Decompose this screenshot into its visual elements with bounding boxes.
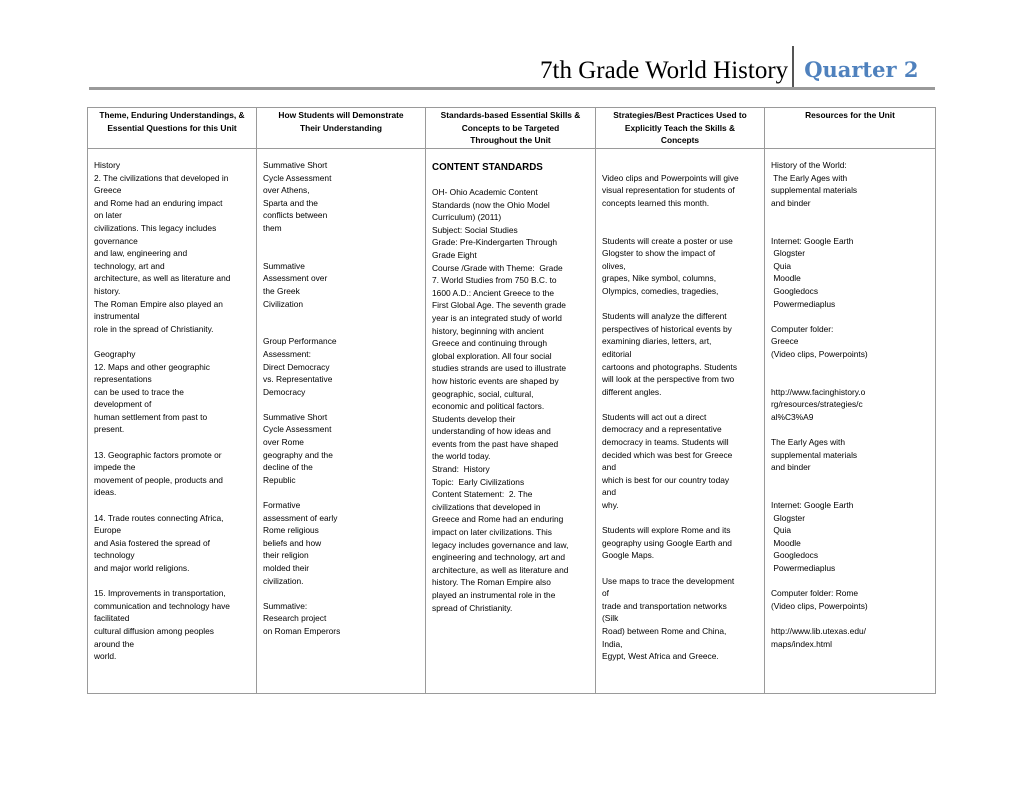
- text-line: Geography: [94, 348, 136, 359]
- text-line: [263, 398, 425, 411]
- text-line: over Rome: [263, 437, 304, 448]
- text-line: around the: [94, 638, 135, 649]
- text-line: Students will act out a direct: [602, 411, 707, 422]
- text-line: [94, 499, 256, 512]
- text-line: [771, 575, 935, 588]
- text-line: [94, 335, 256, 348]
- text-line: [263, 323, 425, 336]
- text-line: Democracy: [263, 386, 306, 397]
- text-line: Video clips and Powerpoints will give: [602, 172, 739, 183]
- text-line: their religion: [263, 550, 309, 561]
- text-line: Europe: [94, 525, 122, 536]
- text-line: present.: [94, 424, 125, 435]
- header-line: Concepts: [660, 135, 700, 146]
- text-line: Internet: Google Earth: [771, 235, 854, 246]
- text-line: technology, art and: [94, 260, 165, 271]
- text-line: geography using Google Earth and: [602, 537, 732, 548]
- text-line: [771, 373, 935, 386]
- quarter-label: Quarter 2: [804, 57, 919, 82]
- text-line: http://www.lib.utexas.edu/: [771, 625, 866, 636]
- header-cell-resources: [765, 108, 935, 148]
- text-line: History of the World:: [771, 160, 847, 170]
- content-standards-text: [432, 186, 595, 614]
- text-line: studies strands are used to illustrate: [432, 363, 567, 374]
- text-line: Subject: Social Studies: [432, 224, 518, 235]
- document-title: 7th Grade World History: [540, 57, 789, 84]
- text-line: Assessment:: [263, 348, 311, 359]
- text-line: history.: [94, 285, 121, 296]
- text-line: Greece and Rome had an enduring: [432, 514, 564, 525]
- text-line: Googledocs: [771, 550, 819, 561]
- text-line: spread of Christianity.: [432, 602, 513, 613]
- text-line: history. The Roman Empire also: [432, 577, 551, 588]
- text-line: Grade: Pre-Kindergarten Through: [432, 237, 558, 248]
- text-line: Students will create a poster or use: [602, 235, 733, 246]
- text-line: The Early Ages with: [771, 172, 848, 183]
- text-line: Civilization: [263, 298, 304, 309]
- text-line: [602, 298, 764, 311]
- text-line: Strand: History: [432, 464, 490, 475]
- text-line: Group Performance: [263, 336, 337, 347]
- header-line: Essential Questions for this Unit: [107, 122, 237, 133]
- body-cell-themes: [88, 149, 257, 693]
- text-line: world.: [94, 651, 117, 662]
- text-line: year is an integrated study of world: [432, 312, 562, 323]
- text-line: maps/index.html: [771, 638, 832, 649]
- text-line: [771, 612, 935, 625]
- text-line: global exploration. All four social: [432, 350, 552, 361]
- text-line: Direct Democracy: [263, 361, 330, 372]
- text-line: Powermediaplus: [771, 298, 836, 309]
- text-line: human settlement from past to: [94, 411, 208, 422]
- text-line: legacy includes governance and law,: [432, 539, 569, 550]
- text-line: the world today.: [432, 451, 491, 462]
- text-line: Glogster to show the impact of: [602, 248, 716, 259]
- text-line: [263, 486, 425, 499]
- text-line: Summative Short: [263, 160, 328, 170]
- text-line: Formative: [263, 500, 301, 511]
- text-line: instrumental: [94, 311, 140, 322]
- text-line: civilizations. This legacy includes: [94, 222, 217, 233]
- text-line: conflicts between: [263, 210, 328, 221]
- text-line: al%C3%A9: [771, 411, 814, 422]
- text-line: Content Statement: 2. The: [432, 489, 533, 500]
- text-line: [771, 209, 935, 222]
- text-line: [263, 235, 425, 248]
- text-line: Curriculum) (2011): [432, 212, 502, 223]
- text-line: played an instrumental role in the: [432, 590, 556, 600]
- text-line: and: [602, 487, 616, 498]
- text-line: civilizations that developed in: [432, 501, 541, 512]
- header-line: Concepts to be Targeted: [461, 122, 560, 133]
- text-line: [602, 159, 764, 172]
- text-line: Glogster: [771, 248, 805, 259]
- text-line: Topic: Early Civilizations: [432, 476, 525, 487]
- text-line: democracy in teams. Students will: [602, 437, 729, 448]
- header-cell-standards: [426, 108, 596, 148]
- text-line: architecture, as well as literature and: [94, 273, 231, 284]
- text-line: beliefs and how: [263, 537, 322, 548]
- text-line: cartoons and photographs. Students: [602, 361, 738, 372]
- text-line: civilization.: [263, 575, 304, 586]
- text-line: First Global Age. The seventh grade: [432, 300, 566, 311]
- text-line: [602, 222, 764, 235]
- text-line: why.: [602, 500, 619, 511]
- text-line: technology: [94, 550, 135, 561]
- text-line: and binder: [771, 462, 811, 473]
- unit-plan-table: [87, 107, 936, 694]
- text-line: and law, engineering and: [94, 248, 188, 259]
- text-line: decided which was best for Greece: [602, 449, 733, 460]
- text-line: supplemental materials: [771, 185, 858, 196]
- header-line: Theme, Enduring Understandings, &: [99, 110, 245, 120]
- text-line: [602, 398, 764, 411]
- text-line: 12. Maps and other geographic: [94, 361, 210, 372]
- text-line: Sparta and the: [263, 197, 318, 208]
- table-body-row: [88, 149, 935, 693]
- text-line: Powermediaplus: [771, 563, 836, 573]
- text-line: history, beginning with ancient: [432, 325, 544, 336]
- text-line: olives,: [602, 260, 626, 271]
- text-line: on Roman Emperors: [263, 625, 341, 636]
- text-line: communication and technology have: [94, 600, 230, 611]
- text-line: [771, 310, 935, 323]
- content-standards-heading: CONTENT STANDARDS: [432, 162, 543, 173]
- body-cell-strategies: [596, 149, 765, 693]
- text-line: [771, 222, 935, 235]
- text-line: (Silk: [602, 613, 619, 624]
- text-line: geographic, social, cultural,: [432, 388, 534, 399]
- text-line: can be used to trace the: [94, 386, 184, 397]
- body-cell-standards: [426, 149, 596, 693]
- text-line: grapes, Nike symbol, columns,: [602, 273, 717, 284]
- text-line: [263, 310, 425, 323]
- text-line: supplemental materials: [771, 449, 858, 460]
- text-line: Summative:: [263, 600, 308, 611]
- text-line: trade and transportation networks: [602, 600, 727, 611]
- text-line: Grade Eight: [432, 249, 477, 260]
- text-line: Glogster: [771, 512, 805, 523]
- text-line: Greece and continuing through: [432, 338, 548, 349]
- body-cell-demonstrate: [257, 149, 426, 693]
- text-line: 7. World Studies from 750 B.C. to: [432, 275, 557, 286]
- text-line: governance: [94, 235, 138, 246]
- text-line: Assessment over: [263, 273, 328, 284]
- text-line: which is best for our country today: [602, 474, 730, 485]
- text-line: Summative: [263, 260, 305, 271]
- text-line: movement of people, products and: [94, 474, 223, 485]
- text-line: 2. The civilizations that developed in: [94, 172, 229, 183]
- header-line: Their Understanding: [300, 122, 382, 133]
- text-line: Moodle: [771, 537, 801, 548]
- text-line: impede the: [94, 462, 136, 473]
- header-line: Explicitly Teach the Skills &: [624, 122, 736, 133]
- text-line: economic and political factors.: [432, 401, 545, 412]
- text-line: events from the past have shaped: [432, 438, 559, 449]
- text-line: Computer folder: Rome: [771, 588, 859, 599]
- text-line: (Video clips, Powerpoints): [771, 348, 868, 359]
- text-line: Olympics, comedies, tragedies,: [602, 285, 719, 296]
- text-line: and binder: [771, 197, 811, 208]
- text-line: Rome religious: [263, 525, 319, 536]
- text-line: decline of the: [263, 462, 313, 473]
- text-line: vs. Representative: [263, 374, 333, 385]
- text-line: of: [602, 588, 609, 599]
- text-line: Cycle Assessment: [263, 172, 332, 183]
- text-line: Computer folder:: [771, 323, 834, 334]
- text-line: editorial: [602, 348, 632, 359]
- text-line: 14. Trade routes connecting Africa,: [94, 512, 224, 523]
- text-line: development of: [94, 399, 152, 410]
- text-line: [602, 512, 764, 525]
- text-line: [602, 562, 764, 575]
- text-line: impact on later civilizations. This: [432, 527, 552, 538]
- text-line: over Athens,: [263, 185, 310, 196]
- text-line: and major world religions.: [94, 563, 190, 573]
- text-line: and: [602, 462, 616, 473]
- text-line: Greece: [771, 336, 799, 347]
- header-cell-themes: [88, 108, 257, 148]
- text-line: (Video clips, Powerpoints): [771, 600, 868, 611]
- text-line: Students will explore Rome and its: [602, 525, 731, 536]
- text-line: Course /Grade with Theme: Grade: [432, 262, 563, 273]
- header-cell-demonstrate: [257, 108, 426, 148]
- header-line: Standards-based Essential Skills &: [440, 110, 581, 120]
- text-line: History: [94, 160, 121, 170]
- text-line: Summative Short: [263, 411, 328, 422]
- text-line: the Greek: [263, 285, 300, 296]
- text-line: perspectives of historical events by: [602, 323, 732, 334]
- text-line: representations: [94, 374, 152, 385]
- text-line: will look at the perspective from two: [602, 374, 735, 385]
- text-line: [771, 486, 935, 499]
- text-line: OH- Ohio Academic Content: [432, 187, 538, 197]
- text-line: and Asia fostered the spread of: [94, 537, 210, 548]
- text-line: http://www.facinghistory.o: [771, 386, 866, 397]
- text-line: geography and the: [263, 449, 333, 460]
- document-header: [540, 45, 918, 90]
- text-line: Republic: [263, 474, 296, 485]
- text-line: Greece: [94, 185, 122, 196]
- text-line: Research project: [263, 613, 327, 624]
- text-line: Standards (now the Ohio Model: [432, 199, 550, 210]
- table-header-row: [88, 108, 935, 149]
- text-line: 1600 A.D.: Ancient Greece to the: [432, 287, 554, 298]
- text-line: on later: [94, 210, 122, 221]
- text-line: [263, 587, 425, 600]
- text-line: role in the spread of Christianity.: [94, 323, 214, 334]
- text-line: Egypt, West Africa and Greece.: [602, 651, 719, 662]
- text-line: [94, 436, 256, 449]
- text-line: different angles.: [602, 386, 662, 397]
- text-line: The Early Ages with: [771, 437, 846, 448]
- header-rule: [89, 87, 935, 90]
- text-line: Cycle Assessment: [263, 424, 332, 435]
- text-line: architecture, as well as literature and: [432, 564, 569, 575]
- text-line: understanding of how ideas and: [432, 426, 551, 437]
- text-line: and Rome had an enduring impact: [94, 197, 223, 208]
- text-line: Quia: [771, 260, 792, 271]
- text-line: India,: [602, 638, 623, 649]
- text-line: [94, 575, 256, 588]
- text-line: molded their: [263, 563, 310, 573]
- text-line: Students develop their: [432, 413, 516, 424]
- header-line: Resources for the Unit: [805, 110, 895, 120]
- text-line: Road) between Rome and China,: [602, 625, 727, 636]
- text-line: [771, 423, 935, 436]
- text-line: Moodle: [771, 273, 801, 284]
- text-line: them: [263, 222, 282, 233]
- text-line: facilitated: [94, 613, 130, 624]
- text-line: The Roman Empire also played an: [94, 298, 223, 309]
- text-line: [771, 361, 935, 374]
- text-line: 15. Improvements in transportation,: [94, 588, 226, 599]
- text-line: Quia: [771, 525, 792, 536]
- text-line: examining diaries, letters, art,: [602, 336, 712, 347]
- header-line: How Students will Demonstrate: [278, 110, 404, 120]
- text-line: engineering and technology, art and: [432, 552, 566, 563]
- text-line: assessment of early: [263, 512, 338, 523]
- text-line: Internet: Google Earth: [771, 500, 854, 511]
- text-line: [602, 209, 764, 222]
- text-line: 13. Geographic factors promote or: [94, 449, 222, 460]
- header-cell-strategies: [596, 108, 765, 148]
- text-line: [771, 474, 935, 487]
- text-line: democracy and a representative: [602, 424, 722, 435]
- text-line: visual representation for students of: [602, 185, 735, 196]
- text-line: Google Maps.: [602, 550, 655, 561]
- body-cell-resources: [765, 149, 935, 693]
- text-line: cultural diffusion among peoples: [94, 625, 214, 636]
- text-line: [263, 247, 425, 260]
- header-line: Strategies/Best Practices Used to: [613, 110, 747, 120]
- text-line: concepts learned this month.: [602, 197, 710, 208]
- header-line: Throughout the Unit: [470, 135, 551, 146]
- text-line: Students will analyze the different: [602, 311, 727, 322]
- text-line: Googledocs: [771, 285, 819, 296]
- text-line: rg/resources/strategies/c: [771, 399, 863, 410]
- text-line: how historic events are shaped by: [432, 375, 559, 386]
- text-line: ideas.: [94, 487, 117, 498]
- text-line: Use maps to trace the development: [602, 575, 735, 586]
